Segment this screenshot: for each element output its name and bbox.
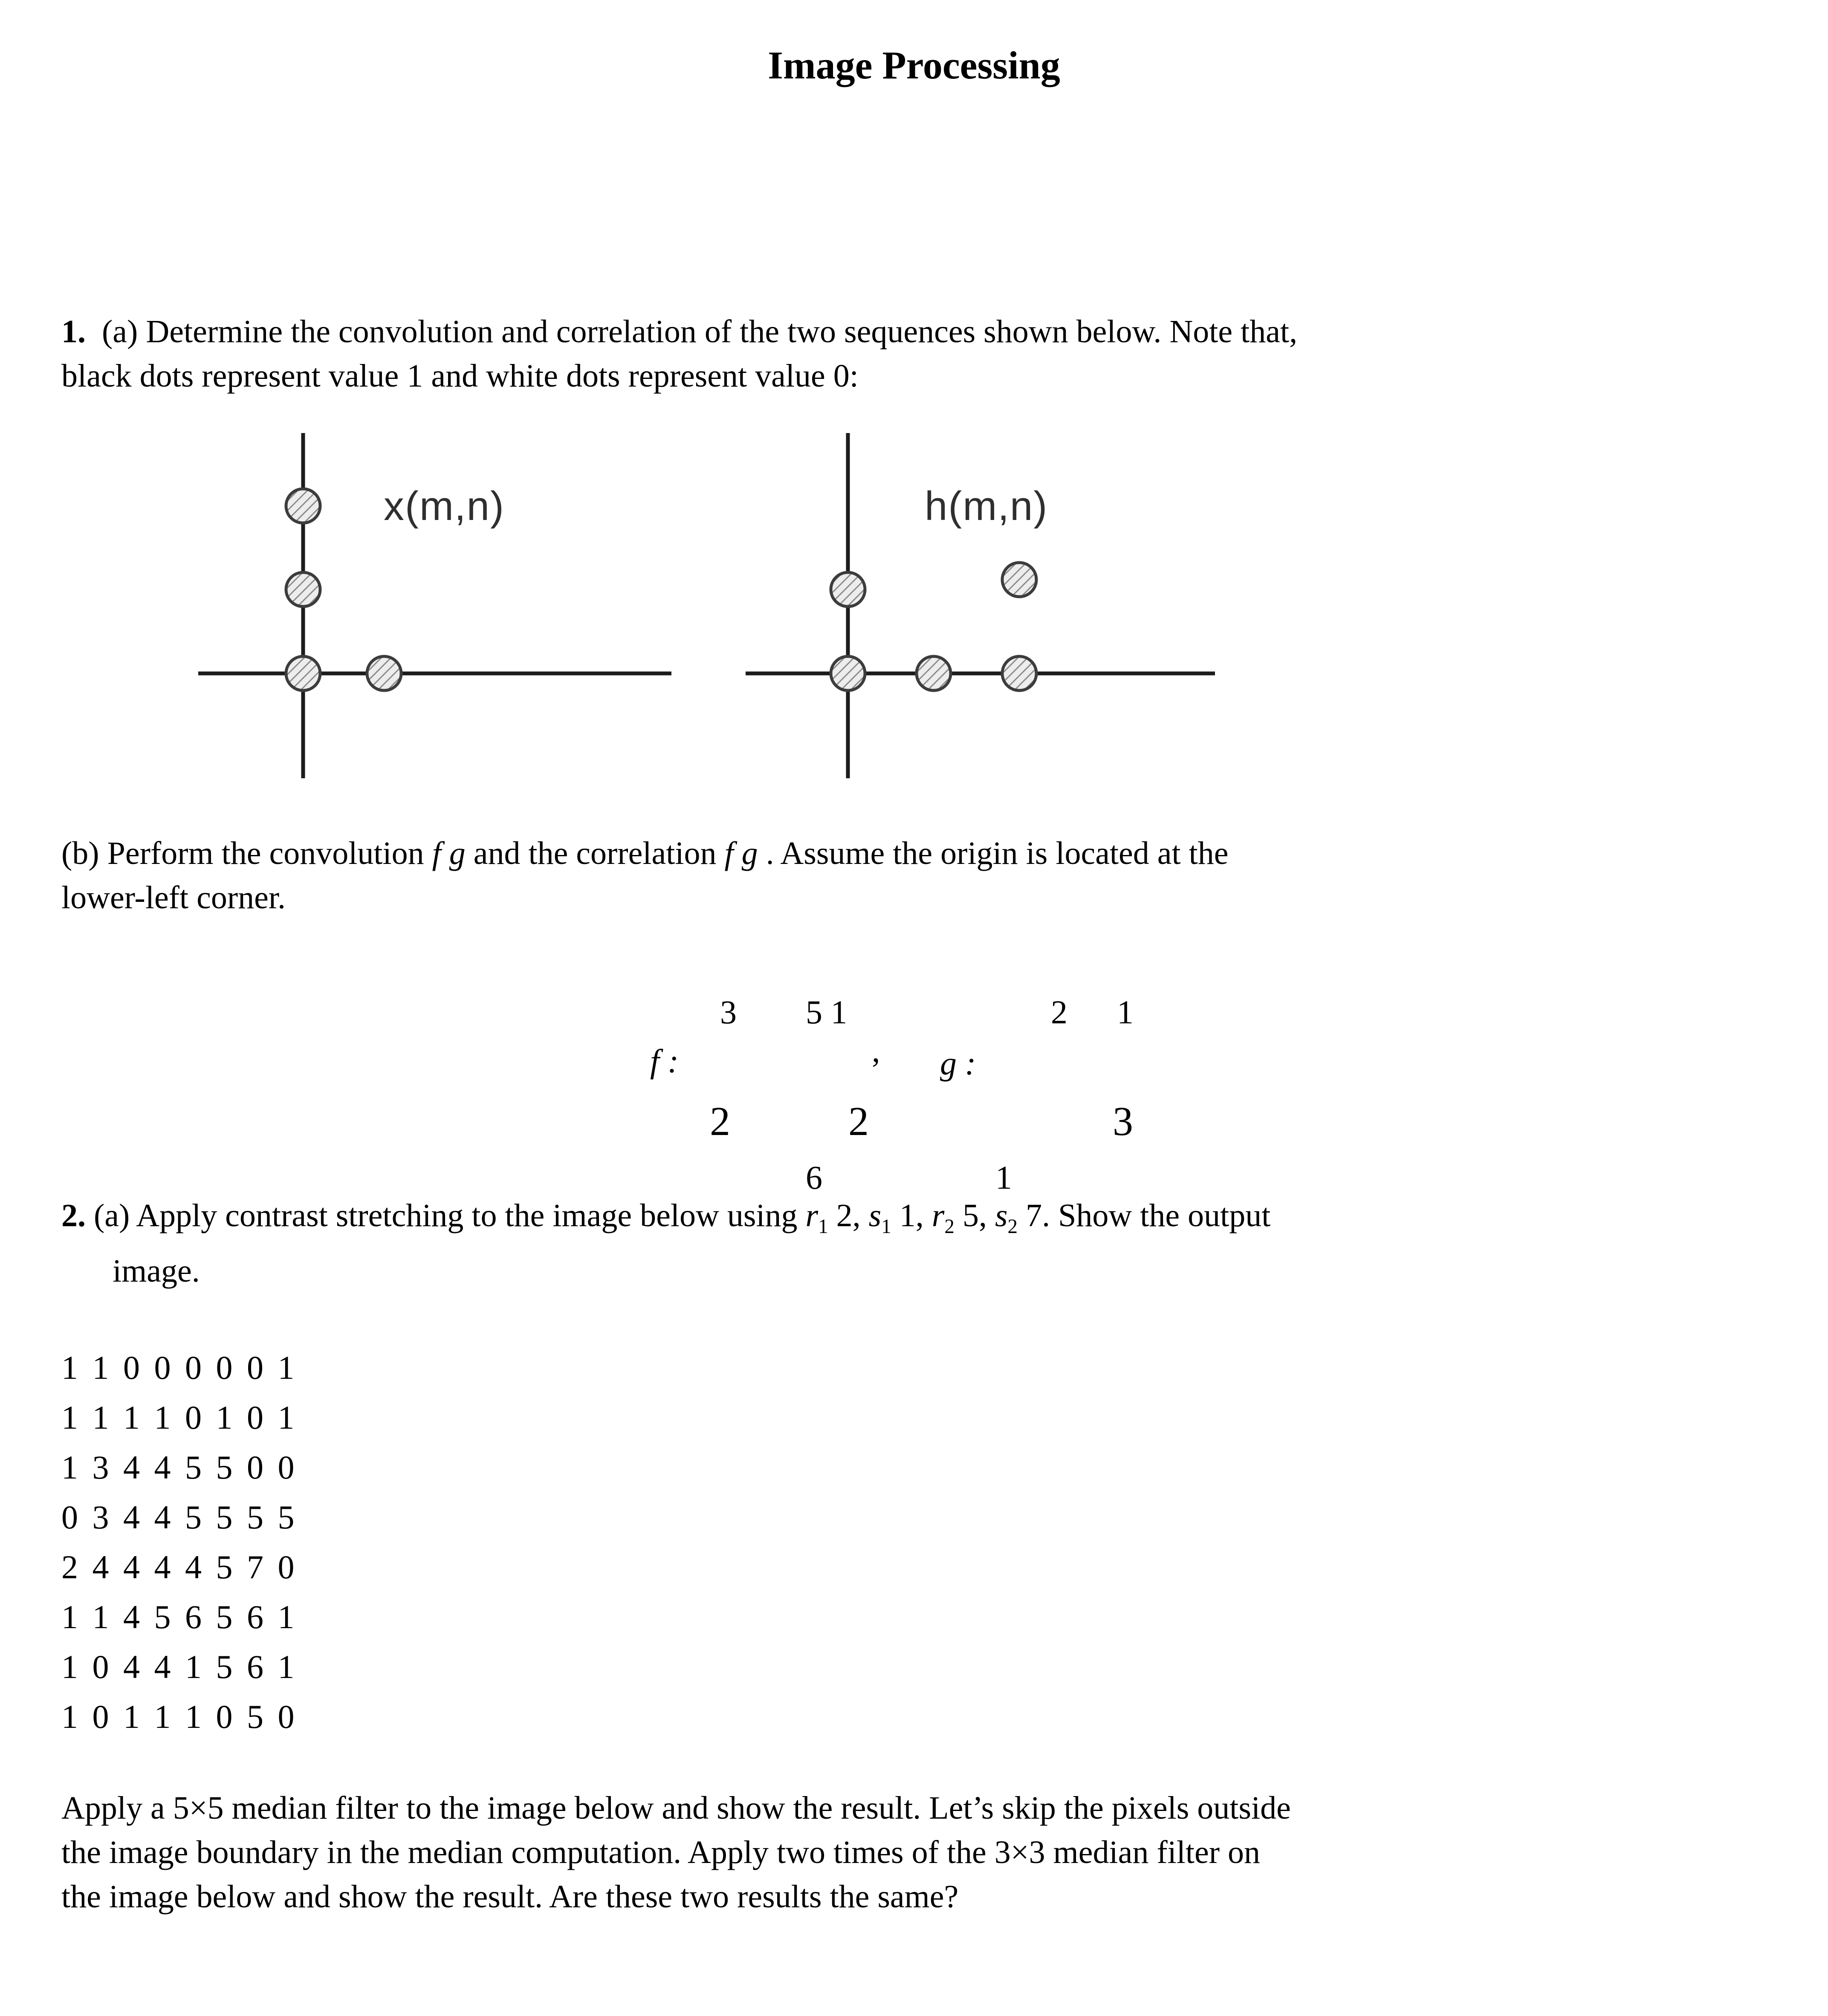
q1b-seg2: and the correlation: [465, 835, 725, 871]
f-matrix-value: 6: [806, 1159, 822, 1196]
f-label: f :: [650, 1043, 679, 1080]
q2-s1-val: 1,: [891, 1198, 932, 1233]
q2-s2-sub: 2: [1007, 1216, 1018, 1238]
h-sequence-diagram: [746, 433, 1215, 778]
q1b-line1: [61, 831, 1777, 875]
q2-r1: r: [805, 1198, 819, 1233]
f-matrix-value: 5 1: [806, 994, 847, 1031]
h-diagram-label: h(m,n): [925, 483, 1048, 529]
f-matrix-value: 2: [848, 1098, 869, 1144]
matrix-row: 1 0 4 4 1 5 6 1: [61, 1648, 295, 1685]
f-matrix-value: 3: [720, 994, 737, 1031]
q2-seg1: (a) Apply contrast stretching to the image below using: [86, 1198, 806, 1233]
g-matrix-value: 1: [995, 1159, 1012, 1196]
x-sequence-diagram: [198, 433, 671, 778]
image-pixel-matrix: [61, 1343, 295, 1742]
matrix-row: 0 3 4 4 5 5 5 5: [61, 1499, 295, 1536]
q1-number: 1.: [61, 314, 86, 349]
page-title: Image Processing: [768, 43, 1060, 87]
q2-r1-sub: 1: [818, 1216, 828, 1238]
q1a-line2: black dots represent value 1 and white dots represent value 0:: [61, 358, 859, 394]
q2-r1-val: 2,: [828, 1198, 869, 1233]
q1b-line2: lower-left corner.: [61, 880, 286, 916]
q2-r2-val: 5,: [954, 1198, 995, 1233]
matrix-separator-comma: ,: [872, 1032, 880, 1069]
x-dot: [286, 572, 320, 607]
matrix-row: 1 1 0 0 0 0 0 1: [61, 1349, 295, 1386]
f-matrix-value: 2: [710, 1098, 730, 1144]
x-dot: [286, 656, 320, 690]
q2-r2-sub: 2: [944, 1216, 954, 1238]
matrix-row: 2 4 4 4 4 5 7 0: [61, 1548, 295, 1586]
matrix-row: 1 1 1 1 0 1 0 1: [61, 1399, 295, 1436]
g-matrix-value: 2: [1051, 994, 1067, 1031]
median-filter-paragraph: [61, 1786, 1777, 1919]
h-dot: [1002, 656, 1036, 690]
q1b-seg3: . Assume the origin is located at the: [758, 835, 1229, 871]
q1a-line1-text: (a) Determine the convolution and correlation of the two sequences shown below. Note that,: [86, 314, 1298, 349]
q2-s2: s: [995, 1198, 1008, 1233]
q1-part-b-paragraph: [61, 831, 1777, 920]
q2-line1: [61, 1193, 1777, 1249]
q1b-fg2: f g: [724, 835, 758, 871]
q2-number: 2.: [61, 1198, 86, 1233]
q1b-fg1: f g: [432, 835, 466, 871]
x-diagram-label: x(m,n): [384, 483, 505, 529]
g-label: g :: [940, 1045, 976, 1082]
q1b-seg1: (b) Perform the convolution: [61, 835, 432, 871]
h-dot: [831, 656, 865, 690]
x-dot: [286, 489, 320, 523]
matrix-row: 1 1 4 5 6 5 6 1: [61, 1598, 295, 1635]
q3-line2: the image boundary in the median computation. Apply two times of the 3×3 median filter on: [61, 1834, 1261, 1870]
g-matrix-value: 1: [1117, 994, 1134, 1031]
q2-s2-val: 7. Show the output: [1018, 1198, 1271, 1233]
g-matrix-value: 3: [1113, 1098, 1133, 1144]
q1a-line1: [61, 309, 1777, 354]
h-dot: [917, 656, 951, 690]
q3-line1: Apply a 5×5 median filter to the image below and show the result. Let’s skip the pixels outside: [61, 1790, 1291, 1826]
q2-paragraph: [61, 1193, 1777, 1293]
q1-part-a-paragraph: [61, 309, 1777, 398]
sequence-diagrams: [0, 430, 1828, 797]
h-dot: [1002, 563, 1036, 597]
q3-line3: the image below and show the result. Are these two results the same?: [61, 1879, 959, 1915]
matrix-row: 1 0 1 1 1 0 5 0: [61, 1698, 295, 1735]
x-dot: [367, 656, 401, 690]
matrix-row: 1 3 4 4 5 5 0 0: [61, 1449, 295, 1486]
q2-s1-sub: 1: [881, 1216, 891, 1238]
q2-r2: r: [931, 1198, 945, 1233]
f-g-matrices: [0, 985, 1828, 1198]
q2-s1: s: [868, 1198, 882, 1233]
q2-line2: image.: [113, 1253, 200, 1289]
h-dot: [831, 572, 865, 607]
